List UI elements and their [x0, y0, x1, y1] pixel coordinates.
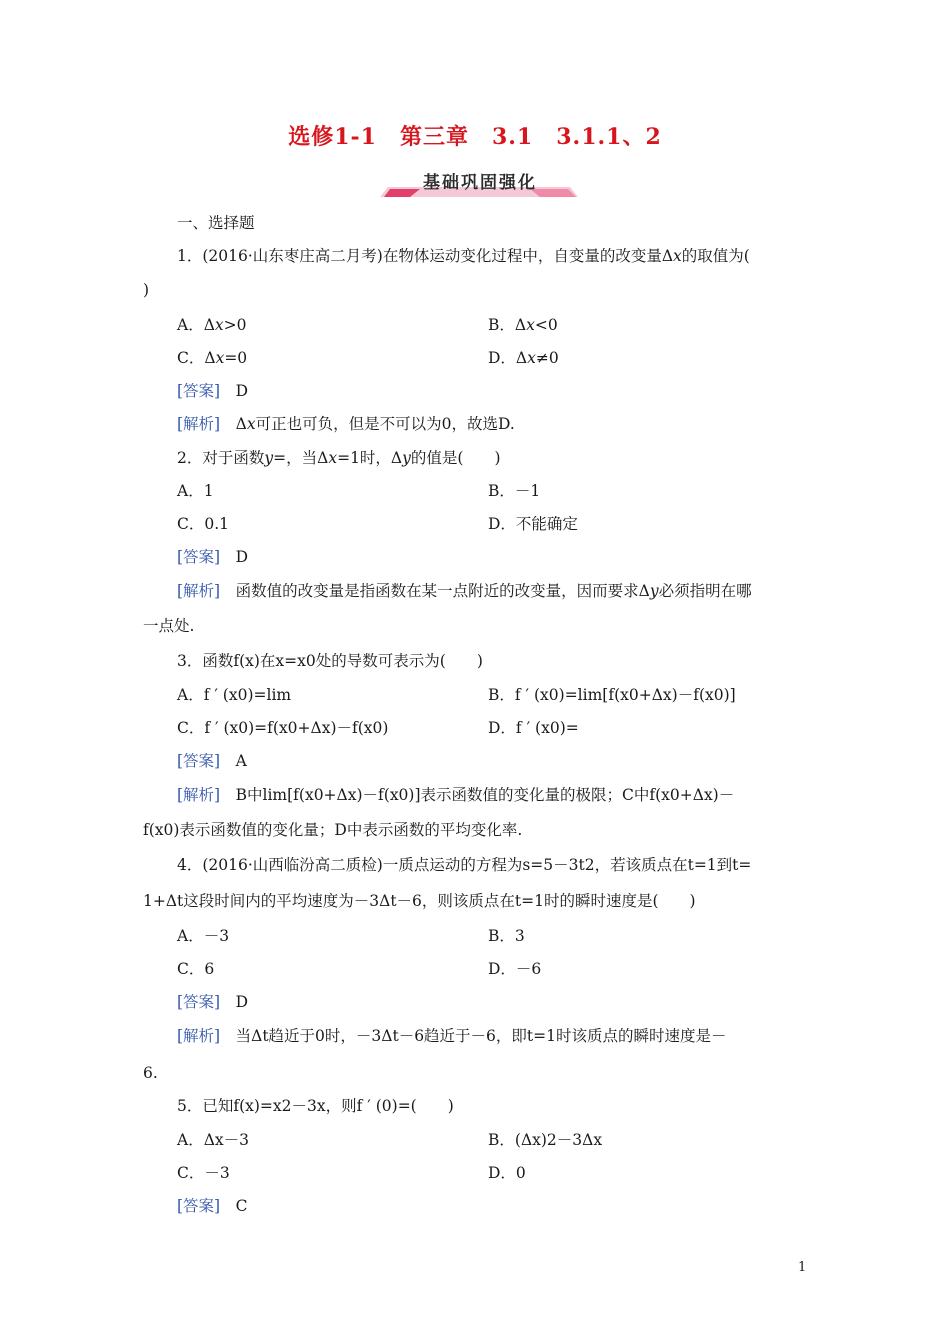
question-2-analysis: [解析] 函数值的改变量是指函数在某一点附近的改变量，因而要求Δy必须指明在哪 — [177, 582, 752, 600]
question-1-option-a: A．Δx>0 — [177, 316, 247, 334]
question-1-option-d: D．Δx≠0 — [488, 349, 559, 367]
section-banner — [380, 165, 580, 199]
question-1-option-b: B．Δx<0 — [488, 316, 558, 334]
question-2-stem: 2．对于函数y=，当Δx=1时，Δy的值是( ) — [177, 449, 501, 467]
question-2-option-c: C．0.1 — [177, 515, 230, 533]
question-1-stem: 1．(2016·山东枣庄高二月考)在物体运动变化过程中，自变量的改变量Δx的取值为( — [177, 247, 750, 265]
question-4-analysis-cont: 6. — [143, 1064, 158, 1082]
question-3-option-a: A．f ′ (x0)=lim — [177, 686, 292, 704]
question-3-answer: [答案] A — [177, 752, 247, 770]
page-number: 1 — [798, 1260, 807, 1275]
question-2-answer: [答案] D — [177, 548, 249, 566]
question-4-option-c: C．6 — [177, 960, 215, 978]
question-2-analysis-cont: 一点处. — [143, 617, 195, 635]
banner-label: 基础巩固强化 — [423, 173, 537, 193]
question-5-option-d: D．0 — [488, 1164, 526, 1182]
question-4-analysis: [解析] 当Δt趋近于0时，－3Δt－6趋近于－6，即t=1时该质点的瞬时速度是－ — [177, 1027, 727, 1045]
question-3-stem: 3．函数f(x)在x=x0处的导数可表示为( ) — [177, 652, 483, 670]
question-3-option-c: C．f ′ (x0)=f(x0+Δx)－f(x0) — [177, 719, 389, 737]
question-3-analysis: [解析] B中lim[f(x0+Δx)－f(x0)]表示函数值的变化量的极限；C中f(x0+Δx)－ — [177, 786, 735, 804]
question-5-option-b: B．(Δx)2－3Δx — [488, 1131, 603, 1149]
question-4-stem: 4．(2016·山西临汾高二质检)一质点运动的方程为s=5－3t2，若该质点在t=1到t= — [177, 856, 752, 874]
question-3-option-d: D．f ′ (x0)= — [488, 719, 579, 737]
question-1-stem-end: ) — [143, 281, 150, 299]
question-1-analysis: [解析] Δx可正也可负，但是不可以为0，故选D. — [177, 415, 515, 433]
question-5-stem: 5．已知f(x)=x2－3x，则f ′ (0)=( ) — [177, 1097, 454, 1115]
section-heading: 一、选择题 — [177, 214, 255, 232]
question-1-answer: [答案] D — [177, 382, 249, 400]
question-5-answer: [答案] C — [177, 1197, 248, 1215]
question-5-option-c: C．－3 — [177, 1164, 230, 1182]
question-1-option-c: C．Δx=0 — [177, 349, 248, 367]
question-3-analysis-cont: f(x0)表示函数值的变化量；D中表示函数的平均变化率. — [143, 821, 523, 839]
question-5-option-a: A．Δx－3 — [177, 1131, 249, 1149]
page-title: 选修1-1 第三章 3.1 3.1.1、2 — [288, 124, 662, 150]
question-4-option-d: D．－6 — [488, 960, 542, 978]
question-4-option-a: A．－3 — [177, 927, 230, 945]
question-4-option-b: B．3 — [488, 927, 525, 945]
question-4-stem-cont: 1+Δt这段时间内的平均速度为－3Δt－6，则该质点在t=1时的瞬时速度是( ) — [143, 892, 696, 910]
question-2-option-d: D．不能确定 — [488, 515, 578, 533]
question-2-option-b: B．－1 — [488, 482, 541, 500]
question-3-option-b: B．f ′ (x0)=lim[f(x0+Δx)－f(x0)] — [488, 686, 736, 704]
question-2-option-a: A．1 — [177, 482, 214, 500]
question-4-answer: [答案] D — [177, 993, 249, 1011]
